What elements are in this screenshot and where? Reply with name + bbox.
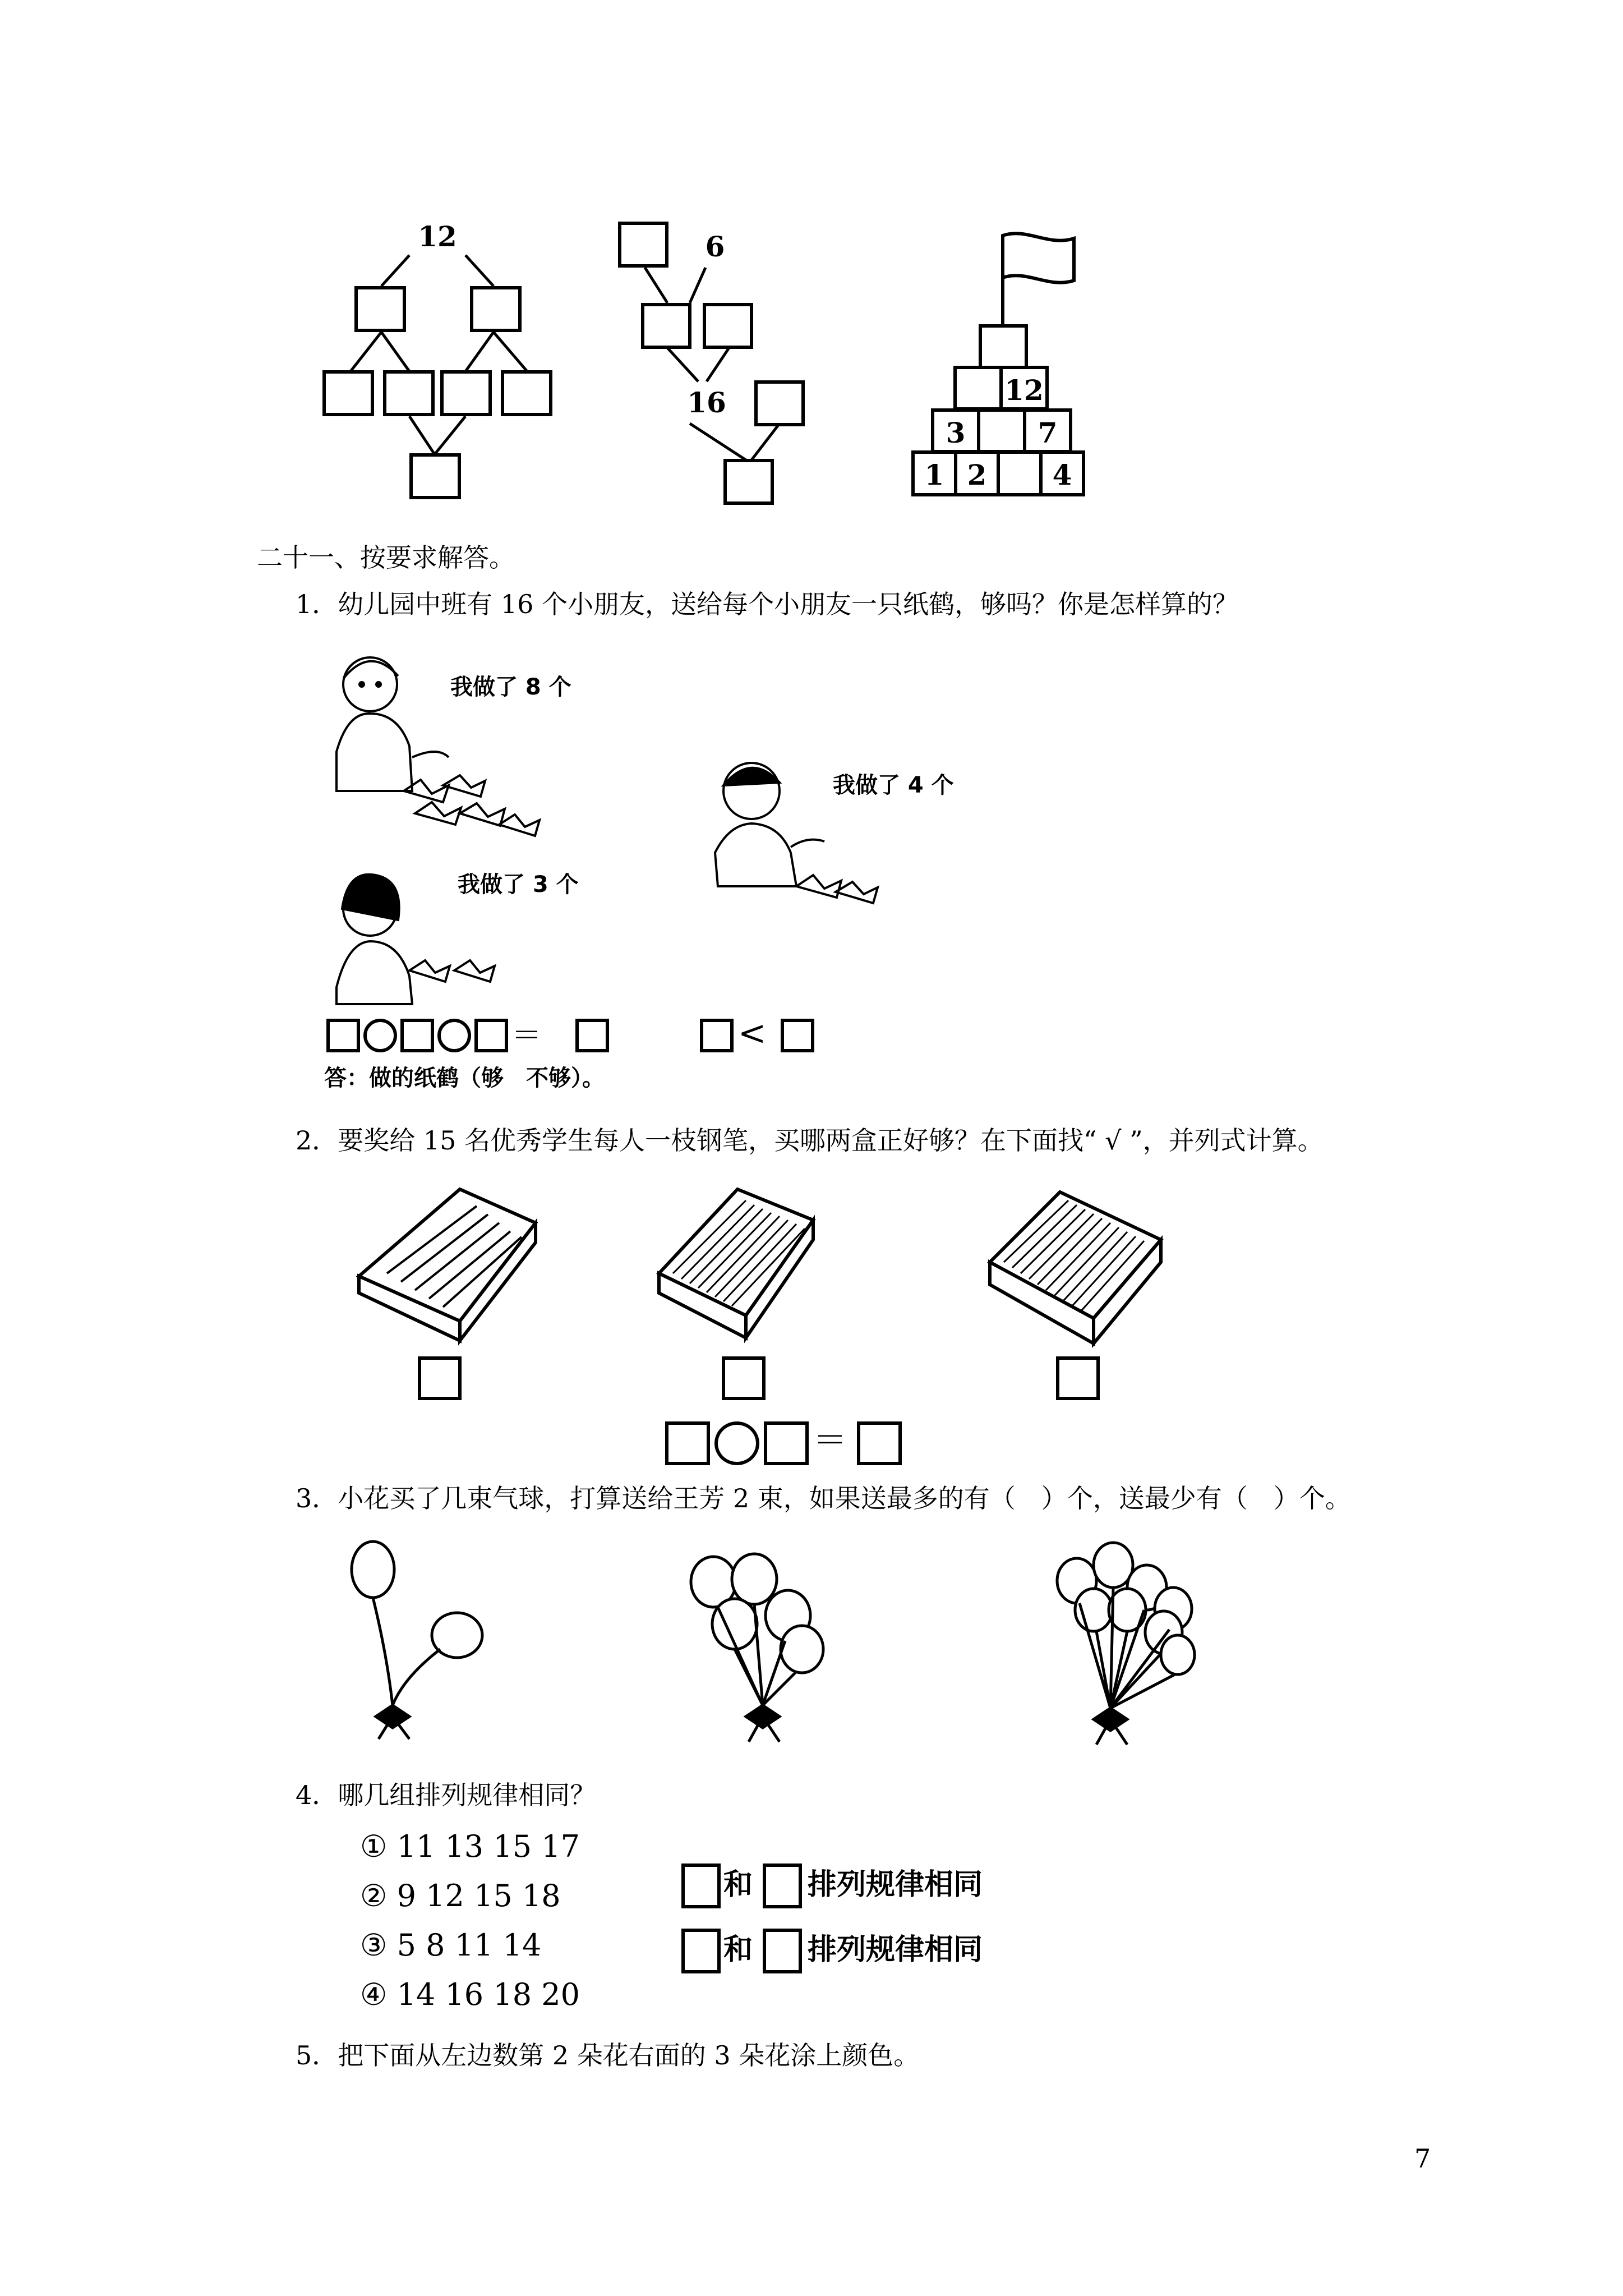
q4-line2-box-1[interactable] [681, 1929, 721, 1973]
q4-line2-and: 和 [723, 1933, 753, 1967]
q4-row-2: ② 9 12 15 18 [360, 1878, 561, 1913]
q4-row-1: ① 11 13 15 17 [360, 1829, 580, 1864]
tree1-top-number: 12 [418, 220, 457, 253]
q2-equals-sign: ＝ [813, 1421, 847, 1460]
q4-line1-same-rule: 排列规律相同 [808, 1868, 983, 1902]
q4-line2-same-rule: 排列规律相同 [808, 1933, 983, 1967]
pyramid-row4-number-1: 1 [924, 458, 944, 491]
pyramid-row4-number-2: 2 [967, 458, 987, 491]
q4-row-4: ④ 14 16 18 20 [360, 1977, 580, 2012]
q1-less-than-sign: < [738, 1014, 767, 1053]
q4-line1-and: 和 [723, 1868, 753, 1902]
q1-answer: 答：做的纸鹤（够 不够）。 [324, 1065, 605, 1091]
q1-equals-sign: ＝ [511, 1018, 542, 1053]
question-5-text: 5．把下面从左边数第 2 朵花右面的 3 朵花涂上颜色。 [296, 2040, 920, 2070]
question-2-text: 2．要奖给 15 名优秀学生每人一枝钢笔，买哪两盒正好够？在下面找“ √ ”，并列式计算。 [296, 1125, 1324, 1156]
speech-made-4: 我做了 4 个 [833, 772, 954, 798]
pyramid-row2-number: 12 [1004, 374, 1044, 407]
speech-made-3: 我做了 3 个 [458, 872, 579, 898]
page-number: 7 [1414, 2143, 1431, 2174]
question-3-text: 3．小花买了几束气球，打算送给王芳 2 束，如果送最多的有（ ）个，送最少有（ ）个。 [296, 1483, 1351, 1513]
pyramid-row4-number-3: 4 [1052, 458, 1072, 491]
section-heading: 二十一、按要求解答。 [257, 542, 515, 573]
q4-line1-box-2[interactable] [763, 1864, 802, 1908]
question-4-text: 4．哪几组排列规律相同？ [296, 1780, 596, 1810]
pyramid-row3-number-2: 7 [1038, 416, 1058, 449]
tree2-mid-number: 16 [687, 386, 726, 419]
pyramid-row3-number-1: 3 [946, 416, 966, 449]
question-1-text: 1．幼儿园中班有 16 个小朋友，送给每个小朋友一只纸鹤，够吗？你是怎样算的？ [296, 589, 1239, 619]
tree2-top-number: 6 [705, 230, 725, 263]
q4-row-3: ③ 5 8 11 14 [360, 1927, 542, 1963]
q4-line2-box-2[interactable] [763, 1929, 802, 1973]
speech-made-8: 我做了 8 个 [450, 674, 571, 700]
q4-line1-box-1[interactable] [681, 1864, 721, 1908]
